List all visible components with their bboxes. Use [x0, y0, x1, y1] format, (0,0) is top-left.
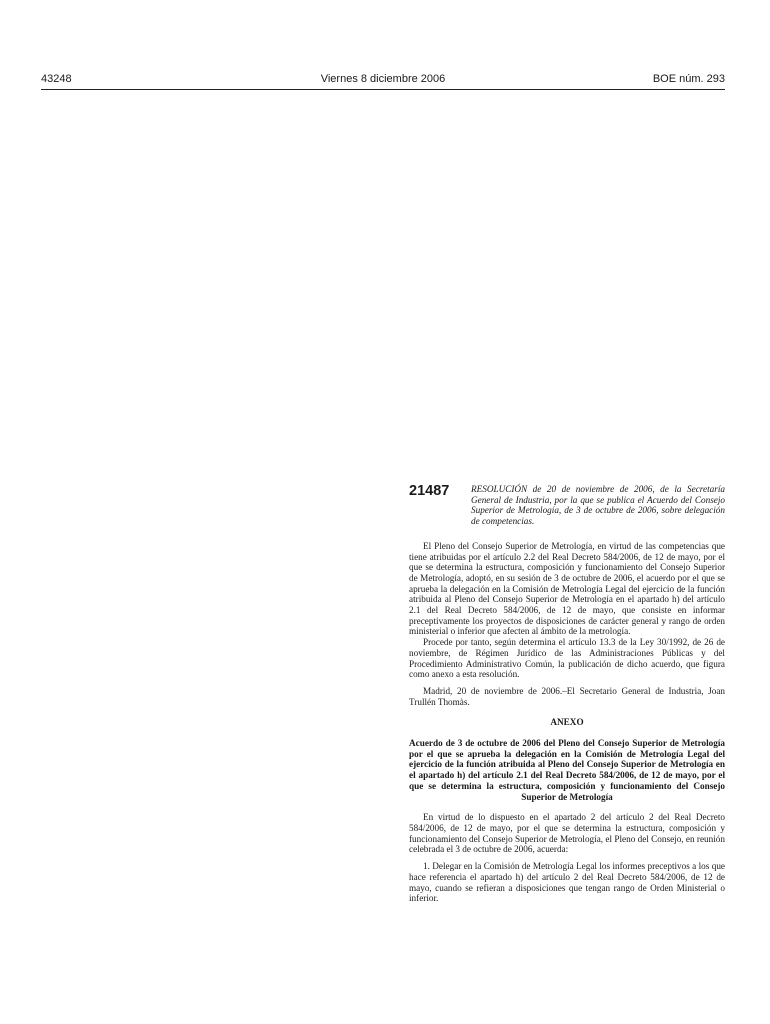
anexo-paragraph-2: 1. Delegar en la Comisión de Metrología Legal los informes preceptivos a los que hace referencia el apartado h) del artículo 2 del Real Decreto 584/2006, de 12 de mayo, cuando se refieran a disposiciones que tengan rango de Orden Ministerial o inferior.	[409, 861, 725, 904]
signature-paragraph: Madrid, 20 de noviembre de 2006.–El Secretario General de Industria, Joan Trullén Thomàs.	[409, 685, 725, 707]
resolution-title: RESOLUCIÓN de 20 de noviembre de 2006, de la Secretaría General de Industria, por la que se publica el Acuerdo del Consejo Superior de Metrología, de 3 de octubre de 2006, sobre delegación de competencias.	[471, 484, 725, 527]
page-number: 43248	[41, 73, 72, 85]
bulletin-issue: BOE núm. 293	[652, 73, 725, 85]
anexo-paragraph-1: En virtud de lo dispuesto en el apartado 2 del artículo 2 del Real Decreto 584/2006, de 12 de mayo, por el que se determina la estructura, composición y funcionamiento del Consejo Superior de Metrología, el Pleno del Consejo, en reunión celebrada el 3 de octubre de 2006, acuerda:	[409, 812, 725, 855]
page-header	[41, 73, 725, 90]
resolution-header	[409, 484, 725, 527]
anexo-heading: ANEXO	[550, 717, 584, 728]
body-paragraph-2: Procede por tanto, según determina el artículo 13.3 de la Ley 30/1992, de 26 de noviembre, de Régimen Jurídico de las Administraciones Públicas y del Procedimiento Administrativo Común, la publicación de dicho acuerdo, que figura como anexo a esta resolución.	[409, 637, 725, 680]
resolution-number: 21487	[409, 483, 450, 499]
body-paragraph-1: El Pleno del Consejo Superior de Metrología, en virtud de las competencias que tiene atribuidas por el artículo 2.2 del Real Decreto 584/2006, de 12 de mayo, por el que se determina la estructura, composición y funcionamiento del Consejo Superior de Metrología, adoptó, en su sesión de 3 de octubre de 2006, el acuerdo por el que se aprueba la delegación en la Comisión de Metrología Legal del ejercicio de la función atribuida al Pleno del Consejo Superior de Metrología en el apartado h) del artículo 2.1 del Real Decreto 584/2006, de 12 de mayo, que consiste en informar preceptivamente los proyectos de disposiciones de carácter general y rango de orden ministerial o inferior que afecten al ámbito de la metrología.	[409, 540, 725, 637]
anexo-title: Acuerdo de 3 de octubre de 2006 del Pleno del Consejo Superior de Metrología por el que se aprueba la delegación en la Comisión de Metrología Legal del ejercicio de la función atribuida al Pleno del Consejo Superior de Metrología en el apartado h) del artículo 2.1 del Real Decreto 584/2006, de 12 de mayo, por el que se determina la estructura, composición y funcionamiento del Consejo Superior de Metrología	[409, 738, 725, 802]
publication-date: Viernes 8 diciembre 2006	[320, 73, 446, 85]
article-column	[409, 484, 725, 910]
